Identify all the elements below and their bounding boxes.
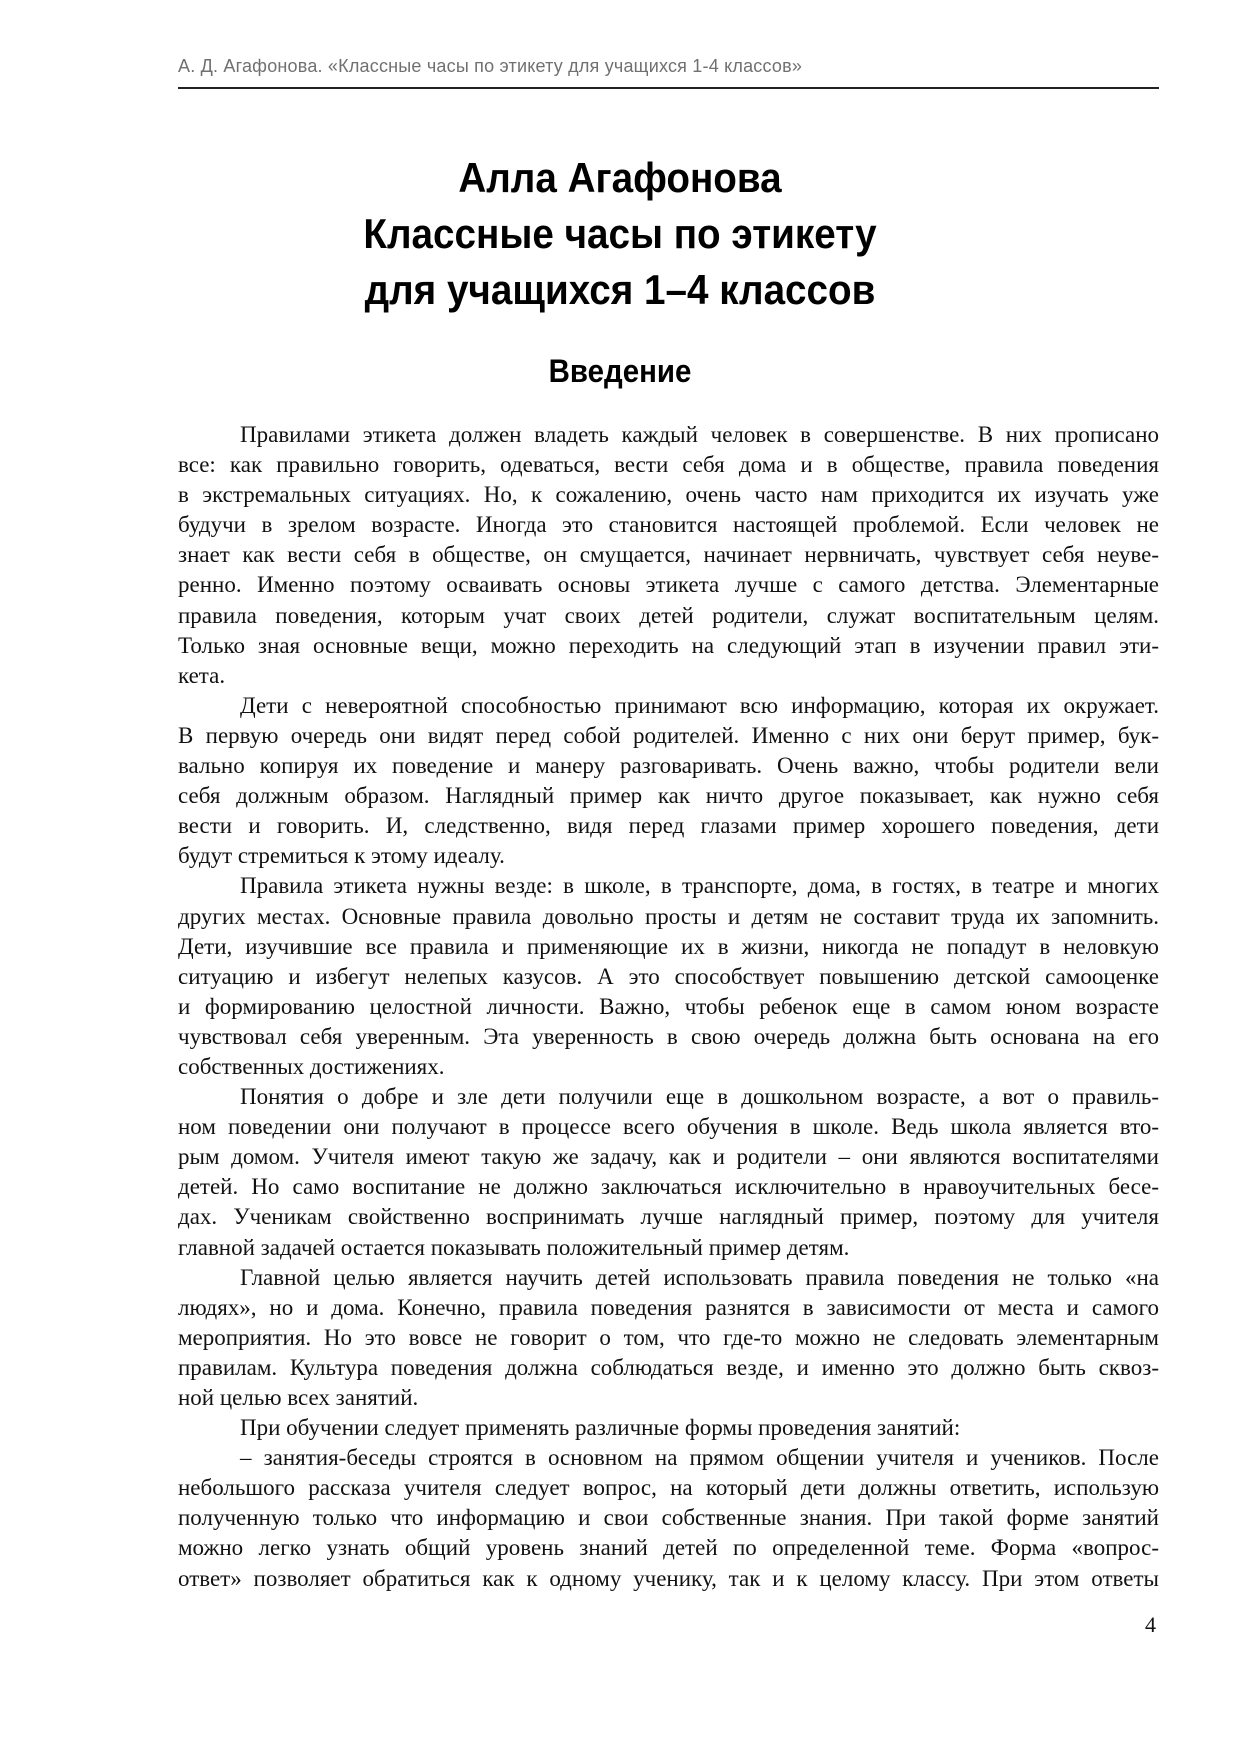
text-line: ном поведении они получают в процессе всего обучения в школе. Ведь школа является вто- [178, 1114, 1159, 1140]
text-line: главной задачей остается показывать положительный пример детям. [178, 1234, 850, 1260]
paragraph [178, 1413, 1159, 1443]
text-line: собственных достижениях. [178, 1053, 445, 1079]
book-title [50, 150, 1191, 318]
text-line: в экстремальных ситуациях. Но, к сожалению, очень часто нам приходится их изучать уже [178, 482, 1159, 508]
text-line: чувствовал себя уверенным. Эта уверенность в свою очередь должна быть основана на его [178, 1023, 1159, 1049]
paragraph [178, 420, 1159, 691]
text-line: кета. [178, 662, 226, 688]
text-line: все: как правильно говорить, одеваться, вести себя дома и в обществе, правила поведения [178, 452, 1159, 478]
page-number: 4 [1145, 1612, 1156, 1637]
text-line: будут стремиться к этому идеалу. [178, 843, 505, 869]
text-line: ответ» позволяет обратиться как к одному ученику, так и к целому классу. При этом ответы [178, 1565, 1159, 1591]
text-line: себя должным образом. Наглядный пример как ничто другое показывает, как нужно себя [178, 783, 1159, 809]
title-author: Алла Агафонова [458, 154, 782, 201]
text-line: будучи в зрелом возрасте. Иногда это становится настоящей проблемой. Если человек не [178, 512, 1159, 538]
text-line: дах. Ученикам свойственно воспринимать лучше наглядный пример, поэтому для учителя [178, 1204, 1159, 1230]
text-line: Дети с невероятной способностью принимают всю информацию, которая их окружает. [240, 692, 1159, 718]
text-line: правилам. Культура поведения должна соблюдаться везде, и именно это должно быть сквоз- [178, 1354, 1159, 1380]
text-line: знает как вести себя в обществе, он смущается, начинает нервничать, чувствует себя неуве- [178, 542, 1159, 568]
text-line: и формированию целостной личности. Важно, чтобы ребенок еще в самом юном возрасте [178, 993, 1159, 1019]
paragraph [178, 691, 1159, 872]
paragraph [178, 1082, 1159, 1263]
title-line: Классные часы по этикету [363, 210, 877, 257]
text-line: вально копируя их поведение и манеру разговаривать. Очень важно, чтобы родители вели [178, 753, 1159, 779]
text-line: ситуацию и избегут нелепых казусов. А это способствует повышению детской самооценке [178, 963, 1159, 989]
text-line: вести и говорить. И, следственно, видя перед глазами пример хорошего поведения, дети [178, 813, 1159, 839]
text-line: детей. Но само воспитание не должно заключаться исключительно в нравоучительных бесе- [178, 1174, 1159, 1200]
text-line: – занятия-беседы строятся в основном на прямом общении учителя и учеников. После [240, 1445, 1159, 1471]
paragraph [178, 1443, 1159, 1593]
body-text [178, 420, 1159, 1594]
text-line: полученную только что информацию и свои собственные знания. При такой форме занятий [178, 1505, 1159, 1531]
text-line: Дети, изучившие все правила и применяющие их в жизни, никогда не попадут в неловкую [178, 933, 1159, 959]
header-rule [178, 87, 1159, 89]
section-heading: Введение [548, 353, 692, 389]
paragraph [178, 1263, 1159, 1413]
text-line: При обучении следует применять различные формы проведения занятий: [240, 1415, 961, 1441]
text-line: людях», но и дома. Конечно, правила поведения разнятся в зависимости от места и самого [178, 1294, 1159, 1320]
paragraph [178, 871, 1159, 1082]
text-line: Правилами этикета должен владеть каждый человек в совершенстве. В них прописано [240, 422, 1159, 447]
running-header: А. Д. Агафонова. «Классные часы по этикету для учащихся 1-4 классов» [178, 56, 803, 76]
text-line: рым домом. Учителя имеют такую же задачу, как и родители – они являются воспитателями [178, 1144, 1159, 1170]
text-line: Главной целью является научить детей использовать правила поведения не только «на [240, 1264, 1159, 1290]
text-line: других местах. Основные правила довольно просты и детям не составит труда их запомнить. [178, 903, 1159, 929]
text-line: ренно. Именно поэтому осваивать основы этикета лучше с самого детства. Элементарные [178, 572, 1159, 598]
text-line: В первую очередь они видят перед собой родителей. Именно с них они берут пример, бук- [178, 722, 1159, 748]
text-line: Только зная основные вещи, можно переходить на следующий этап в изучении правил эти- [178, 632, 1159, 658]
text-line: мероприятия. Но это вовсе не говорит о том, что где-то можно не следовать элементарным [178, 1324, 1159, 1350]
text-line: небольшого рассказа учителя следует вопрос, на который дети должны ответить, использую [178, 1475, 1159, 1501]
text-line: Понятия о добре и зле дети получили еще в дошкольном возрасте, а вот о правиль- [240, 1084, 1159, 1110]
text-line: ной целью всех занятий. [178, 1385, 419, 1410]
text-line: можно легко узнать общий уровень знаний детей по определенной теме. Форма «вопрос- [178, 1535, 1159, 1561]
text-line: правила поведения, которым учат своих детей родители, служат воспитательным целям. [178, 602, 1159, 628]
text-line: Правила этикета нужны везде: в школе, в транспорте, дома, в гостях, в театре и многих [240, 873, 1159, 899]
title-line: для учащихся 1–4 классов [364, 266, 876, 313]
